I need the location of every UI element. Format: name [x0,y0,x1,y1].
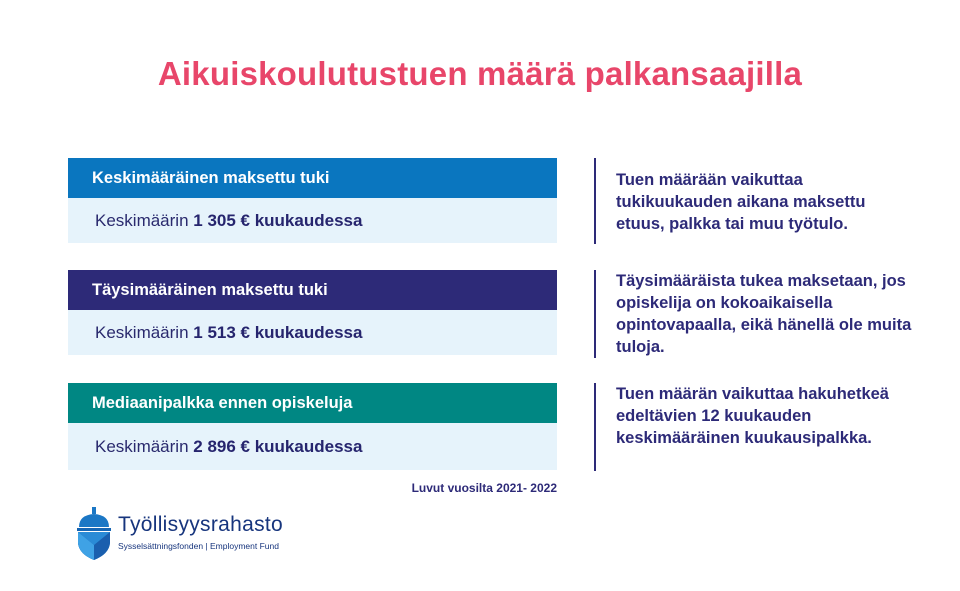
logo-name: Työllisyysrahasto [118,513,283,536]
card-value [68,198,557,243]
card-median-salary [68,383,557,470]
note-3: Tuen määrän vaikuttaa hakuhetkeä edeltävien 12 kuukauden keskimääräinen kuukausipalkka. [594,383,914,471]
card-average-paid-support [68,158,557,243]
card-value-amount: 1 305 € kuukaudessa [193,211,363,230]
note-2: Täysimääräista tukea maksetaan, jos opiskelija on kokoaikaisella opintovapaalla, eikä hänellä ole muita tuloja. [594,270,914,358]
card-value-prefix: Keskimäärin [95,323,194,342]
card-value [68,310,557,355]
card-heading: Keskimääräinen maksettu tuki [68,158,557,198]
source-note: Luvut vuosilta 2021- 2022 [411,481,557,495]
card-value [68,423,557,470]
card-heading: Täysimääräinen maksettu tuki [68,270,557,310]
card-heading: Mediaanipalkka ennen opiskeluja [68,383,557,423]
card-value-prefix: Keskimäärin [95,211,194,230]
card-full-paid-support [68,270,557,355]
acorn-icon [76,507,112,561]
card-value-amount: 1 513 € kuukaudessa [193,323,363,342]
page-title: Aikuiskoulutustuen määrä palkansaajilla [157,55,803,92]
note-1: Tuen määrään vaikuttaa tukikuukauden aikana maksettu etuus, palkka tai muu työtulo. [594,158,914,244]
logo-subtitle: Sysselsättningsfonden | Employment Fund [118,541,279,551]
logo [76,507,316,563]
card-value-prefix: Keskimäärin [95,437,194,456]
card-value-amount: 2 896 € kuukaudessa [193,437,363,456]
